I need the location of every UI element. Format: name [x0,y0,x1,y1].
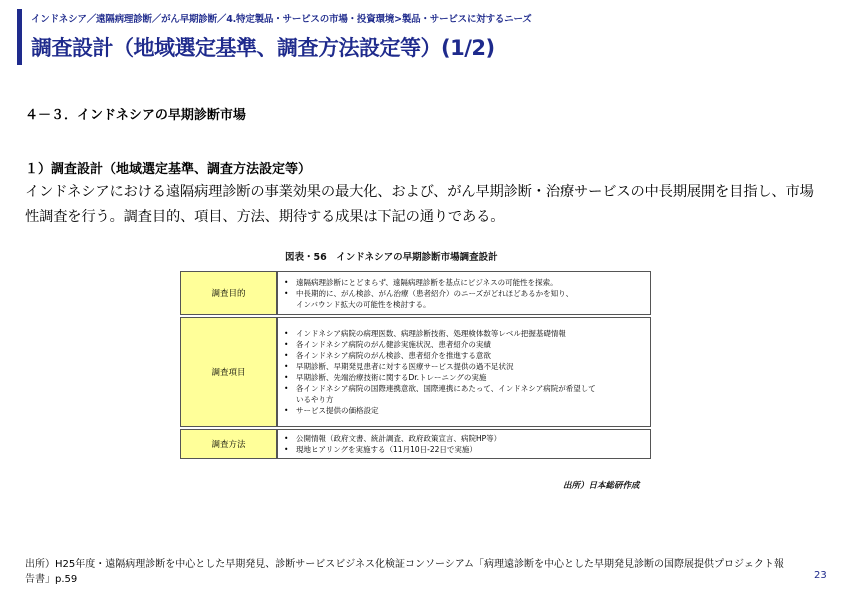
list-item: • サービス提供の価格設定 [284,405,644,416]
row-content [277,271,651,315]
title-accent-bar [17,9,22,65]
list-item: • 各インドネシア病院のがん健診実施状況、患者紹介の実績 [284,339,644,350]
breadcrumb: インドネシア／遠隔病理診断／がん早期診断／4.特定製品・サービスの市場・投資環境>製品・サービスに対するニーズ [31,14,532,25]
sub-heading: １）調査設計（地域選定基準、調査方法設定等） [25,162,312,177]
body-paragraph: インドネシアにおける遠隔病理診断の事業効果の最大化、および、がん早期診断・治療サービスの中長期展開を目指し、市場性調査を行う。調査目的、項目、方法、期待する成果は下記の通りである。 [25,184,814,225]
row-content [277,429,651,459]
table-row-method [180,429,651,459]
row-label: 調査方法 [180,429,277,459]
table-row-items [180,317,651,427]
list-item: • 公開情報（政府文書、統計調査、政府政策宣言、病院HP等） [284,433,644,444]
footer-source-note: 出所）H25年度・遠隔病理診断を中心とした早期発見、診断サービスビジネス化検証コンソーシアム「病理遠診断を中心とした早期発見診断の国際展提供プロジェクト報告書」p.59 [25,559,784,585]
list-item: • 各インドネシア病院のがん検診、患者紹介を推進する意欲 [284,350,644,361]
list-item: • 中長期的に、がん検診、がん治療（患者紹介）のニーズがどれほどあるかを知り、 [284,288,644,299]
figure-title: 図表・56 インドネシアの早期診断市場調査設計 [285,252,498,263]
table-row-purpose [180,271,651,315]
list-item: • 早期診断、先端治療技術に関するDr.トレーニングの実施 [284,372,644,383]
row-content [277,317,651,427]
list-item: • 早期診断、早期発見患者に対する医療サービス提供の過不足状況 [284,361,644,372]
list-item: インバウンド拡大の可能性を検討する。 [296,299,431,309]
list-item: • インドネシア病院の病理医数、病理診断技術、処理検体数等レベル把握基礎情報 [284,328,644,339]
section-heading: ４－３．インドネシアの早期診断市場 [25,108,246,123]
research-design-table [180,269,651,461]
list-item: • 各インドネシア病院の国際連携意欲、国際連携にあたって、インドネシア病院が希望して [284,383,644,394]
row-label: 調査項目 [180,317,277,427]
page-number: 23 [814,570,827,581]
list-item: いるやり方 [296,395,334,404]
row-label: 調査目的 [180,271,277,315]
figure-source: 出所）日本総研作成 [563,481,640,491]
list-item: • 遠隔病理診断にとどまらず、遠隔病理診断を基点にビジネスの可能性を探索。 [284,277,644,288]
page-title: 調査設計（地域選定基準、調査方法設定等）(1/2) [31,36,495,60]
list-item: • 現地ヒアリングを実施する（11月10日-22日で実施） [284,444,644,455]
